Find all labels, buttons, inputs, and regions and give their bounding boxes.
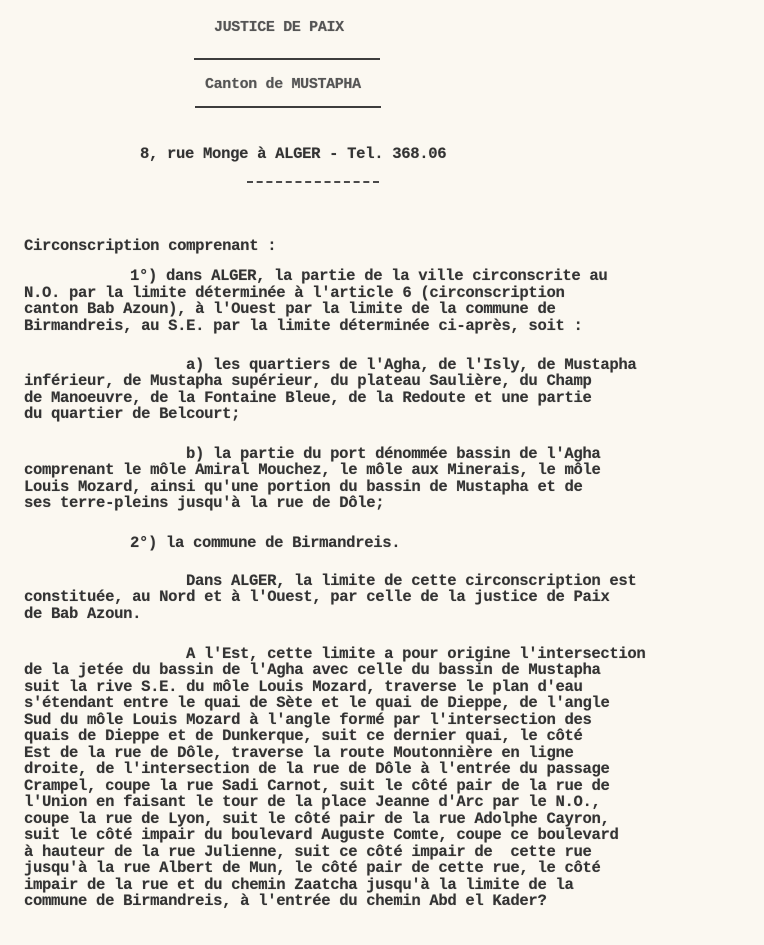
text-line: droite, de l'intersection de la rue de Dôle à l'entrée du passage <box>24 760 610 778</box>
header-rule-bottom <box>195 106 381 108</box>
text-line: de la jetée du bassin de l'Agha avec celle du bassin de Mustapha <box>24 661 601 679</box>
text-line: impair de la rue et du chemin Zaatcha jusqu'à la limite de la <box>24 876 574 894</box>
address-line: 8, rue Monge à ALGER - Tel. 368.06 <box>140 145 447 163</box>
text-line: de Manoeuvre, de la Fontaine Bleue, de la Redoute et une partie <box>24 389 592 407</box>
text-line: A l'Est, cette limite a pour origine l'intersection <box>186 645 646 663</box>
text-line: Louis Mozard, ainsi qu'une portion du bassin de Mustapha et de <box>24 478 583 496</box>
text-line: inférieur, de Mustapha supérieur, du plateau Saulière, du Champ <box>24 372 592 390</box>
text-line: l'Union en faisant le tour de la place Jeanne d'Arc par le N.O., <box>24 793 601 811</box>
text-line: comprenant le môle Amiral Mouchez, le môle aux Minerais, le môle <box>24 461 601 479</box>
canton-title: Canton de MUSTAPHA <box>205 76 361 93</box>
text-line: du quartier de Belcourt; <box>24 405 241 423</box>
intro-line: Circonscription comprenant : <box>24 237 277 255</box>
text-line: suit la rive S.E. du môle Louis Mozard, traverse le plan d'eau <box>24 678 583 696</box>
text-line: de Bab Azoun. <box>24 605 142 623</box>
text-line: N.O. par la limite déterminée à l'article 6 (circonscription <box>24 284 565 302</box>
address-rule <box>247 181 379 183</box>
text-line: coupe la rue de Lyon, suit le côté pair de la rue Adolphe Cayron, <box>24 810 610 828</box>
text-line: 1°) dans ALGER, la partie de la ville circonscrite au <box>130 267 608 285</box>
text-line: canton Bab Azoun), à l'Ouest par la limite de la commune de <box>24 300 556 318</box>
text-line: Sud du môle Louis Mozard à l'angle formé par l'intersection des <box>24 711 592 729</box>
text-line: ses terre-pleins jusqu'à la rue de Dôle; <box>24 494 385 512</box>
text-line: a) les quartiers de l'Agha, de l'Isly, de Mustapha <box>186 356 637 374</box>
text-line: s'étendant entre le quai de Sète et le quai de Dieppe, de l'angle <box>24 694 610 712</box>
text-line: quais de Dieppe et de Dunkerque, suit ce dernier quai, le côté <box>24 727 583 745</box>
text-line: 2°) la commune de Birmandreis. <box>130 534 401 552</box>
text-line: Dans ALGER, la limite de cette circonscription est <box>186 572 637 590</box>
text-line: à hauteur de la rue Julienne, suit ce côté impair de cette rue <box>24 843 592 861</box>
text-line: commune de Birmandreis, à l'entrée du chemin Abd el Kader? <box>24 892 547 910</box>
text-line: Birmandreis, au S.E. par la limite déterminée ci-après, soit : <box>24 317 583 335</box>
header-rule-top <box>194 58 380 60</box>
text-line: jusqu'à la rue Albert de Mun, le côté pair de cette rue, le côté <box>24 859 601 877</box>
text-line: Est de la rue de Dôle, traverse la route Moutonnière en ligne <box>24 744 574 762</box>
text-line: b) la partie du port dénommée bassin de l'Agha <box>186 445 601 463</box>
court-title: JUSTICE DE PAIX <box>214 19 344 36</box>
text-line: constituée, au Nord et à l'Ouest, par celle de la justice de Paix <box>24 588 610 606</box>
text-line: Crampel, coupe la rue Sadi Carnot, suit le côté pair de la rue de <box>24 777 610 795</box>
text-line: suit le côté impair du boulevard Auguste Comte, coupe ce boulevard <box>24 826 619 844</box>
